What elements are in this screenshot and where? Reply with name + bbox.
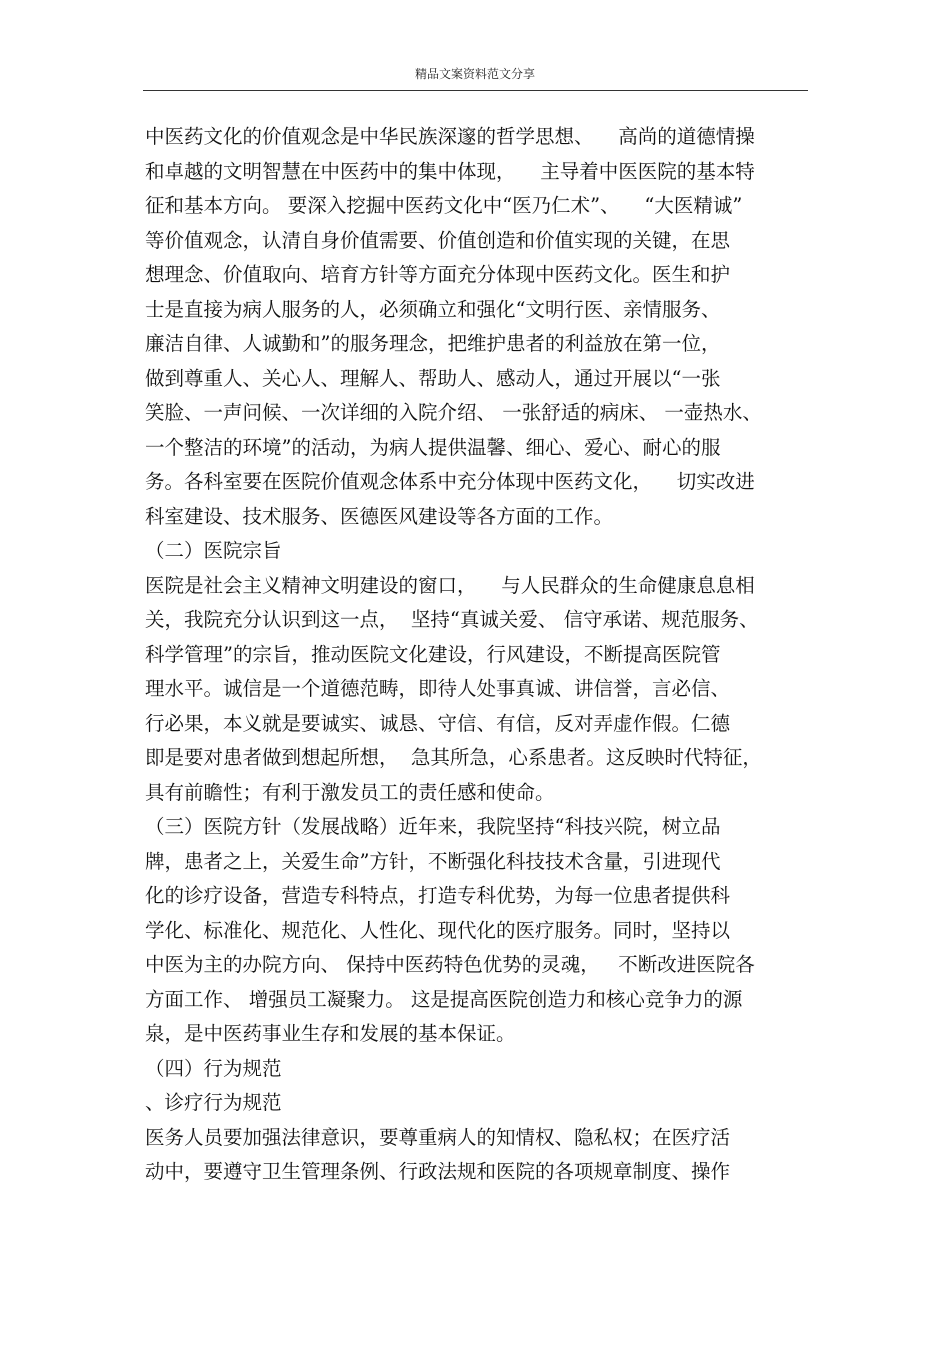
text-line: 笑脸、一声问候、一次详细的入院介绍、 一张舒适的病床、 一壶热水、 <box>145 401 762 424</box>
text-line: 和卓越的文明智慧在中医药中的集中体现， 主导着中医医院的基本特 <box>145 159 755 183</box>
text-line: 想理念、价值取向、培育方针等方面充分体现中医药文化。医生和护 <box>145 263 731 286</box>
text-line: 中医为主的办院方向、 保持中医药特色优势的灵魂， 不断改进医院各 <box>145 953 755 976</box>
subsection-heading: 、诊疗行为规范 <box>145 1091 282 1114</box>
text-line: 学化、标准化、规范化、人性化、现代化的医疗服务。同时，坚持以 <box>145 918 731 942</box>
text-line: 方面工作、 增强员工凝聚力。 这是提高医院创造力和核心竞争力的源 <box>145 987 743 1011</box>
text-line: 中医药文化的价值观念是中华民族深邃的哲学思想、 高尚的道德情操 <box>145 125 755 148</box>
text-line: 征和基本方向。 要深入挖掘中医药文化中“医乃仁术”、 “大医精诚” <box>145 194 743 217</box>
text-line: 廉洁自律、人诚勤和”的服务理念，把维护患者的利益放在第一位， <box>145 332 721 355</box>
text-line: 医院是社会主义精神文明建设的窗口， 与人民群众的生命健康息息相 <box>145 573 755 597</box>
text-line: 科室建设、技术服务、医德医风建设等各方面的工作。 <box>145 504 614 528</box>
document-body <box>145 120 825 1190</box>
text-line: 务。各科室要在医院价值观念体系中充分体现中医药文化， 切实改进 <box>145 470 755 493</box>
text-line: 理水平。诚信是一个道德范畴，即待人处事真诚、讲信誉，言必信、 <box>145 677 731 700</box>
text-line: 即是要对患者做到想起所想， 急其所急，心系患者。这反映时代特征， <box>145 746 762 769</box>
text-line: 一个整洁的环境”的活动，为病人提供温馨、细心、爱心、耐心的服 <box>145 435 721 459</box>
text-line: 泉，是中医药事业生存和发展的基本保证。 <box>145 1022 516 1045</box>
text-line: 动中，要遵守卫生管理条例、行政法规和医院的各项规章制度、操作 <box>145 1160 731 1183</box>
header-divider <box>143 90 808 91</box>
text-line: 关，我院充分认识到这一点， 坚持“真诚关爱、 信守承诺、规范服务、 <box>145 608 759 631</box>
text-line: 化的诊疗设备，营造专科特点，打造专科优势，为每一位患者提供科 <box>145 884 731 907</box>
page-header: 精品文案资料范文分享 <box>414 67 535 81</box>
text-line: 科学管理”的宗旨，推动医院文化建设，行风建设，不断提高医院管 <box>145 642 721 666</box>
text-line: 牌，患者之上，关爱生命”方针，不断强化科技技术含量，引进现代 <box>145 849 721 873</box>
text-line: 行必果，本义就是要诚实、诚恳、守信、有信，反对弄虚作假。仁德 <box>145 711 731 735</box>
text-line: 做到尊重人、关心人、理解人、帮助人、感动人，通过开展以“一张 <box>145 366 721 390</box>
text-line: 具有前瞻性；有利于激发员工的责任感和使命。 <box>145 780 555 804</box>
section-heading: （三）医院方针（发展战略）近年来，我院坚持“科技兴院，树立品 <box>145 815 721 838</box>
section-heading: （二）医院宗旨 <box>145 539 282 562</box>
text-line: 医务人员要加强法律意识，要尊重病人的知情权、隐私权；在医疗活 <box>145 1125 731 1149</box>
text-line: 士是直接为病人服务的人，必须确立和强化“文明行医、亲情服务、 <box>145 297 721 321</box>
section-heading: （四）行为规范 <box>145 1056 282 1080</box>
text-line: 等价值观念，认清自身价值需要、价值创造和价值实现的关键，在思 <box>145 228 731 252</box>
